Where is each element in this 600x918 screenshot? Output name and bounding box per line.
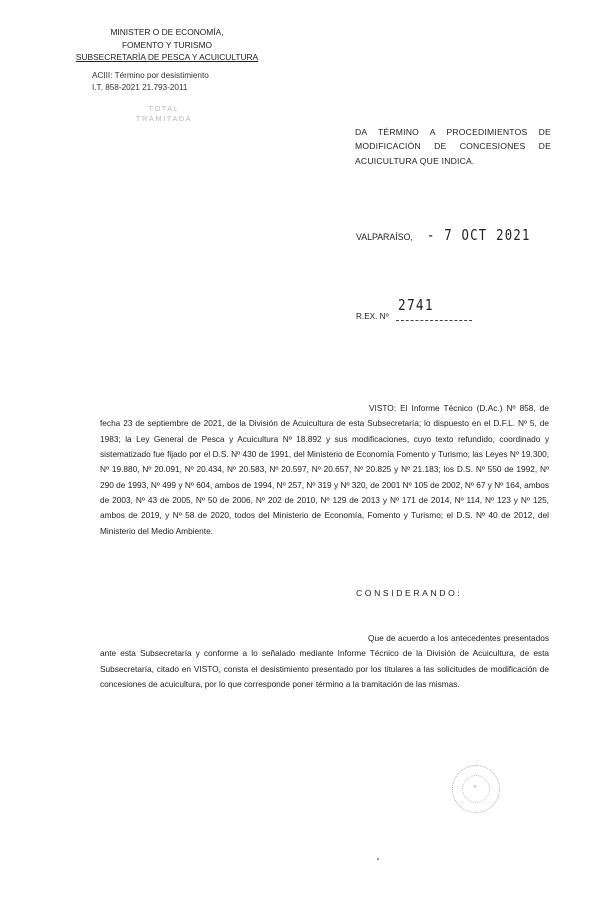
resolution-label: R.EX. Nº [356,312,389,321]
subsecretariat-name: SUBSECRETARÍA DE PESCA Y ACUICULTURA [75,52,259,63]
faint-stamp-line2: TRAMITADA [135,114,193,123]
reference-subject: ACIII: Término por desistimiento [92,71,209,80]
letterhead [72,26,262,64]
resolution-number-line [396,320,472,321]
considerando-paragraph: Que de acuerdo a los antecedentes presentados ante esta Subsecretaría y conforme a lo señalado mediante Informe Técnico de la División de Acuicultura, de esta Subsecretaría, citado en VISTO, consta el desistimiento presentado por los titulares a las solicitudes de modificación de concesiones de acuicultura, por lo que corresponde poner término a la tramitación de las mismas. [100,633,549,690]
official-seal-mark: ✦ [472,784,478,790]
place-label: VALPARAÍSO, [356,232,413,242]
resolution-title: DA TÉRMINO A PROCEDIMIENTOS DE MODIFICACIÓN DE CONCESIONES DE ACUICULTURA QUE INDICA. [355,127,551,166]
resolution-number: 2741 [398,296,434,314]
considerando-heading: CONSIDERANDO: [356,588,463,598]
scan-dot [377,858,379,860]
faint-stamp [128,104,200,138]
reference-numbers: I.T. 858-2021 21.793-2011 [92,83,188,92]
ministry-name: MINISTER O DE ECONOMÍA, [110,27,224,37]
ministry-name-cont: FOMENTO Y TURISMO [121,39,213,50]
date-stamp: - 7 OCT 2021 [427,226,531,244]
faint-stamp-line1: TOTAL [148,104,180,113]
visto-paragraph: VISTO: El Informe Técnico (D.Ac.) Nº 858, de fecha 23 de septiembre de 2021, de la División de Acuicultura de esta Subsecretaría; lo dispuesto en el D.F.L. Nº 5, de 1983; la Ley General de Pesca y Acuicultura Nº 18.892 y sus modificaciones, cuyo texto refundido, coordinado y sistematizado fue fijado por el D.S. Nº 430 de 1991, del Ministerio de Economía Fomento y Turismo; las Leyes Nº 19.300, Nº 19.880, Nº 20.091, Nº 20.434, Nº 20.583, Nº 20.597, Nº 20.657, Nº 20.825 y Nº 21.183; los D.S. Nº 550 de 1992, Nº 290 de 1993, Nº 499 y Nº 604, ambos de 1994, Nº 257, Nº 319 y Nº 320, de 2001 Nº 105 de 2002, Nº 67 y Nº 164, ambos de 2003, Nº 43 de 2005, Nº 50 de 2006, Nº 202 de 2010, Nº 129 de 2013 y Nº 171 de 2014, Nº 114, Nº 123 y Nº 125, ambos de 2019, y Nº 58 de 2020, todos del Ministerio de Economía, Fomento y Turismo; el D.S. Nº 40 de 2012, del Ministerio del Medio Ambiente. [100,403,549,536]
reference-block [92,70,209,94]
